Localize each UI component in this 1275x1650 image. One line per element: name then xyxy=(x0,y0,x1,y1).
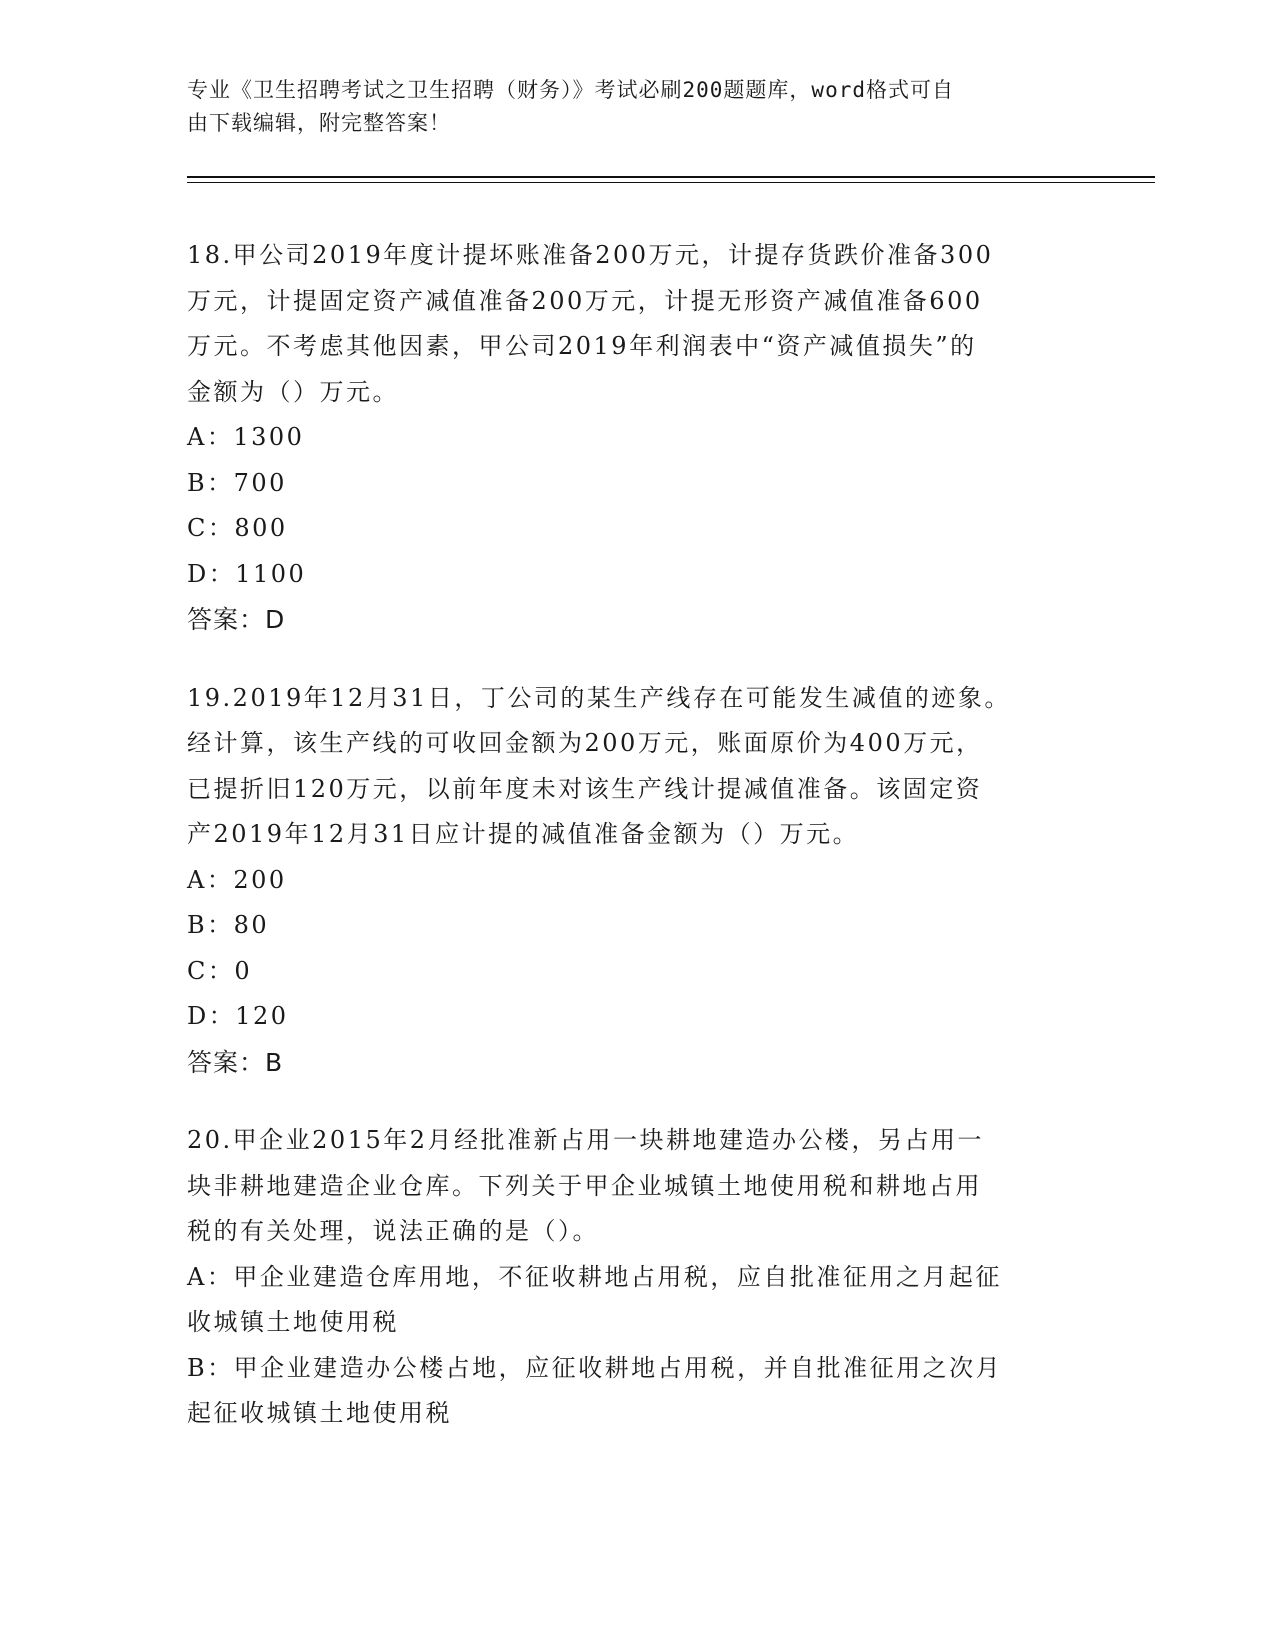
document-header xyxy=(187,74,1077,140)
option-b: B：80 xyxy=(187,911,270,939)
option-a-continued: 收城镇土地使用税 xyxy=(187,1308,399,1336)
option-b: B：700 xyxy=(187,468,287,497)
option-a: A：1300 xyxy=(187,423,305,451)
option-c: C：0 xyxy=(187,956,253,985)
question-stem-line: 万元。不考虑其他因素，甲公司2019年利润表中“资产减值损失”的 xyxy=(187,332,977,360)
option-d: D：120 xyxy=(187,1002,289,1030)
option-b: B：甲企业建造办公楼占地，应征收耕地占用税，并自批准征用之次月 xyxy=(187,1353,1003,1382)
question-stem-line: 块非耕地建造企业仓库。下列关于甲企业城镇土地使用税和耕地占用 xyxy=(187,1171,982,1200)
question-19 xyxy=(187,676,1087,1086)
question-stem-line: 万元，计提固定资产减值准备200万元，计提无形资产减值准备600 xyxy=(187,286,983,315)
question-stem-line: 税的有关处理，说法正确的是（）。 xyxy=(187,1217,599,1245)
option-c: C：800 xyxy=(187,514,288,542)
question-stem-line: 20.甲企业2015年2月经批准新占用一块耕地建造办公楼，另占用一 xyxy=(187,1126,985,1154)
question-stem-line: 已提折旧120万元，以前年度未对该生产线计提减值准备。该固定资 xyxy=(187,774,983,803)
header-divider xyxy=(187,176,1155,183)
answer-key: 答案：D xyxy=(187,605,286,634)
option-a: A：200 xyxy=(187,865,287,894)
question-stem-line: 19.2019年12月31日，丁公司的某生产线存在可能发生减值的迹象。 xyxy=(187,683,1011,712)
option-b-continued: 起征收城镇土地使用税 xyxy=(187,1399,452,1427)
option-d: D：1100 xyxy=(187,559,307,588)
answer-key: 答案：B xyxy=(187,1047,284,1077)
question-stem-line: 经计算，该生产线的可收回金额为200万元，账面原价为400万元， xyxy=(187,729,983,757)
question-list xyxy=(187,233,1087,1470)
question-stem-line: 18.甲公司2019年度计提坏账准备200万元，计提存货跌价准备300 xyxy=(187,241,994,269)
option-a: A：甲企业建造仓库用地，不征收耕地占用税，应自批准征用之月起征 xyxy=(187,1262,1002,1291)
header-title-line-2: 由下载编辑，附完整答案！ xyxy=(187,111,451,135)
header-title-line-1: 专业《卫生招聘考试之卫生招聘（财务）》考试必刷200题题库，word格式可自 xyxy=(187,78,954,102)
question-20 xyxy=(187,1118,1087,1437)
question-stem-line: 产2019年12月31日应计提的减值准备金额为（）万元。 xyxy=(187,820,860,848)
question-18 xyxy=(187,233,1087,643)
question-stem-line: 金额为（）万元。 xyxy=(187,377,399,406)
